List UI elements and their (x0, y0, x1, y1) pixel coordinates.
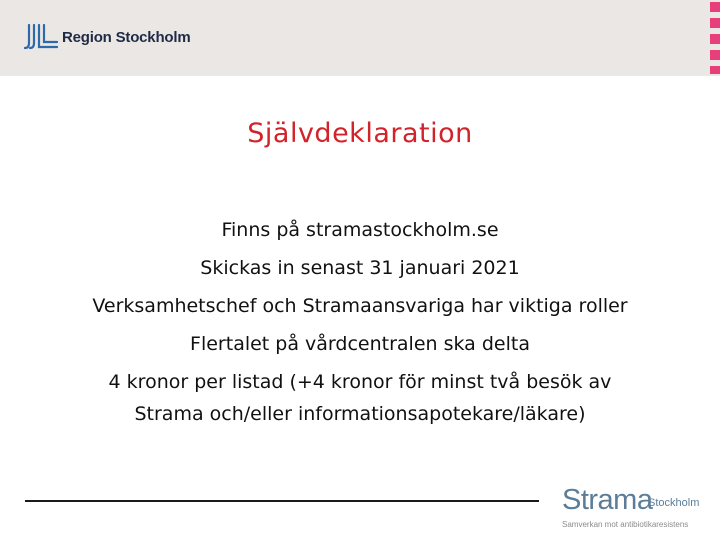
bullet-line: Strama och/eller informationsapotekare/läkare) (134, 403, 586, 425)
region-stockholm-emblem-icon (24, 23, 58, 51)
bullet-line: 4 kronor per listad (+4 kronor för minst två besök av (108, 371, 612, 393)
strama-logo-city: Stockholm (648, 497, 700, 509)
strama-logo-name: Strama (562, 484, 653, 516)
region-stockholm-logo (24, 22, 190, 52)
slide-title: Självdeklaration (247, 118, 473, 149)
footer-divider (25, 500, 539, 502)
header-band (0, 0, 720, 76)
strama-logo-tagline: Samverkan mot antibiotikaresistens (562, 520, 689, 529)
bullet-line: Finns på stramastockholm.se (221, 219, 499, 241)
strama-logo (562, 484, 716, 532)
logo-text: Region Stockholm (62, 28, 191, 46)
bullet-line: Flertalet på vårdcentralen ska delta (190, 333, 530, 355)
bullet-line: Verksamhetschef och Stramaansvariga har viktiga roller (92, 295, 628, 317)
bullet-line: Skickas in senast 31 januari 2021 (200, 257, 520, 279)
pink-square-decoration (708, 0, 720, 76)
